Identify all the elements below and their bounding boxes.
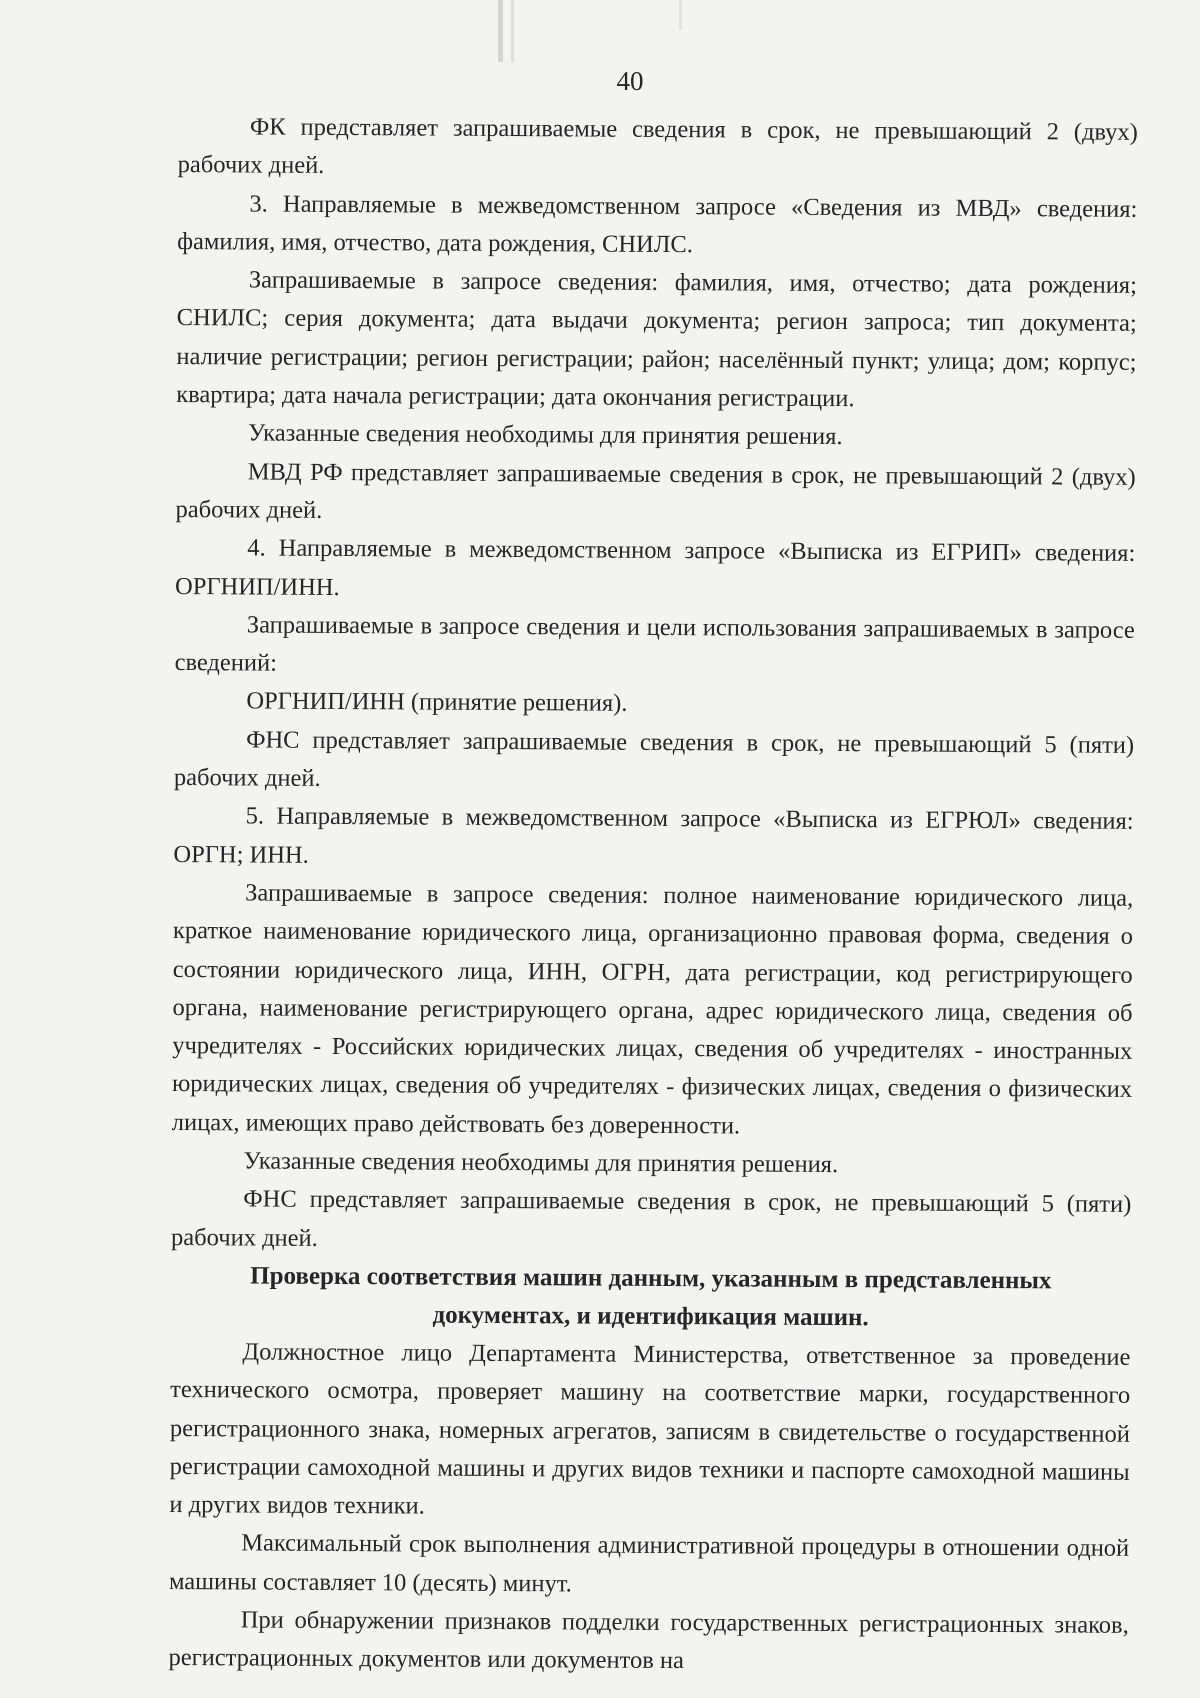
paragraph: Максимальный срок выполнения административной процедуры в отношении одной машины составляет 10 (десять) минут. xyxy=(168,1529,1130,1598)
paragraph: Запрашиваемые в запросе сведения и цели использования запрашиваемых в запросе сведений: xyxy=(174,611,1135,677)
scan-artifact xyxy=(498,0,503,62)
paragraph: ФНС представляет запрашиваемые сведения в срок, не превышающий 5 (пяти) рабочих дней. xyxy=(171,1185,1132,1252)
paragraph: ФНС представляет запрашиваемые сведения в срок, не превышающий 5 (пяти) рабочих дней. xyxy=(173,726,1135,792)
paragraph: МВД РФ представляет запрашиваемые сведения в срок, не превышающий 2 (двух) рабочих дней. xyxy=(175,458,1136,524)
paragraph: При обнаружении признаков подделки государственных регистрационных знаков, регистрационных документов или документов на xyxy=(168,1606,1129,1675)
scan-artifact xyxy=(679,0,682,30)
paragraph: 4. Направляемые в межведомственном запросе «Выписка из ЕГРИП» сведения: ОРГНИП/ИНН. xyxy=(174,534,1136,601)
paragraph: 5. Направляемые в межведомственном запросе «Выписка из ЕГРЮЛ» сведения: ОРГН; ИНН. xyxy=(173,802,1134,869)
document-body xyxy=(168,108,1138,1683)
page-number: 40 xyxy=(616,66,644,96)
section-heading xyxy=(171,1257,1131,1339)
paragraph: Должностное лицо Департамента Министерства, ответственное за проведение технического осмотра, проверяет машину на соответствие марки, государственного регистрационного знака, номерных агрегатов, записям в свидетельстве о государственной регистрации самоходной машины и других видов техники и паспорте самоходной машины и других видов техники. xyxy=(169,1338,1131,1520)
paragraph: Указанные сведения необходимы для принятия решения. xyxy=(243,1147,839,1179)
section-heading-line: документах, и идентификация машин. xyxy=(432,1301,869,1332)
section-heading-line: Проверка соответствия машин данным, указанным в представленных xyxy=(250,1262,1052,1295)
paragraph: ФК представляет запрашиваемые сведения в срок, не превышающий 2 (двух) рабочих дней. xyxy=(177,113,1138,180)
paragraph: Указанные сведения необходимы для принятия решения. xyxy=(247,419,843,451)
paragraph: Запрашиваемые в запросе сведения: полное наименование юридического лица, краткое наименование юридического лица, организационно правовая форма, сведения о состоянии юридического лица, ИНН, ОГРН, дата регистрации, код регистрирующего органа, наименование регистрирующего органа, адрес юридического лица, сведения об учредителях - Российских юридических лицах, сведения об учредителях - иностранных юридических лицах, сведения об учредителях - физических лицах, сведения о физических лицах, имеющих право действовать без доверенности. xyxy=(171,879,1134,1140)
paragraph: ОРГНИП/ИНН (принятие решения). xyxy=(246,687,628,718)
paragraph: Запрашиваемые в запросе сведения: фамилия, имя, отчество; дата рождения; СНИЛС; серия документа; дата выдачи документа; регион запроса; тип документа; наличие регистрации; регион регистрации; район; населённый пункт; улица; дом; корпус; квартира; дата начала регистрации; дата окончания регистрации. xyxy=(176,266,1138,413)
scan-artifact xyxy=(511,0,514,62)
paragraph: 3. Направляемые в межведомственном запросе «Сведения из МВД» сведения: фамилия, имя, отчество, дата рождения, СНИЛС. xyxy=(177,190,1138,259)
